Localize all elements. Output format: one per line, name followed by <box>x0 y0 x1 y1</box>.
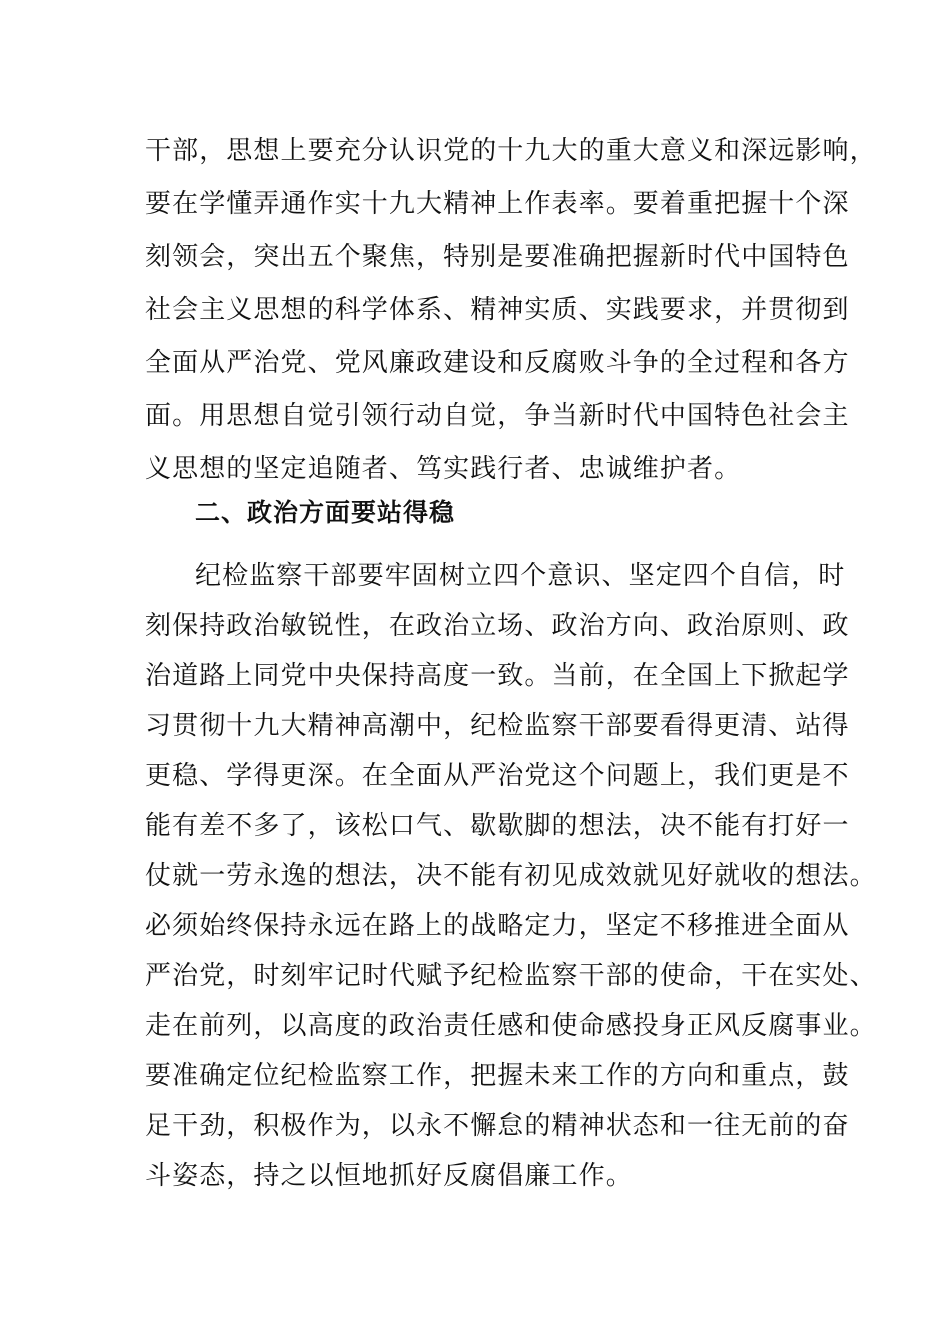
paragraph-line: 严治党，时刻牢记时代赋予纪检监察干部的使命，干在实处、 <box>145 961 877 991</box>
paragraph-line: 纪检监察干部要牢固树立四个意识、坚定四个自信，时 <box>195 561 846 591</box>
paragraph-line: 习贯彻十九大精神高潮中，纪检监察干部要看得更清、站得 <box>145 711 850 741</box>
paragraph-line: 刻保持政治敏锐性，在政治立场、政治方向、政治原则、政 <box>145 611 850 641</box>
paragraph-line: 社会主义思想的科学体系、精神实质、实践要求，并贯彻到 <box>145 295 850 325</box>
paragraph-line: 义思想的坚定追随者、笃实践行者、忠诚维护者。 <box>145 454 742 484</box>
paragraph-line: 斗姿态，持之以恒地抓好反腐倡廉工作。 <box>145 1161 633 1191</box>
paragraph-line: 要准确定位纪检监察工作，把握未来工作的方向和重点，鼓 <box>145 1061 850 1091</box>
paragraph-line: 干部，思想上要充分认识党的十九大的重大意义和深远影响， <box>145 136 877 166</box>
paragraph-line: 能有差不多了，该松口气、歇歇脚的想法，决不能有打好一 <box>145 811 850 841</box>
paragraph-line: 走在前列，以高度的政治责任感和使命感投身正风反腐事业。 <box>145 1011 877 1041</box>
paragraph-line: 刻领会，突出五个聚焦，特别是要准确把握新时代中国特色 <box>145 242 850 272</box>
section-heading: 二、政治方面要站得稳 <box>195 498 456 527</box>
paragraph-line: 要在学懂弄通作实十九大精神上作表率。要着重把握十个深 <box>145 189 850 219</box>
paragraph-line: 必须始终保持永远在路上的战略定力，坚定不移推进全面从 <box>145 911 850 941</box>
paragraph-line: 足干劲，积极作为，以永不懈怠的精神状态和一往无前的奋 <box>145 1111 850 1141</box>
paragraph-line: 面。用思想自觉引领行动自觉，争当新时代中国特色社会主 <box>145 401 850 431</box>
paragraph-line: 治道路上同党中央保持高度一致。当前，在全国上下掀起学 <box>145 661 850 691</box>
paragraph-line: 更稳、学得更深。在全面从严治党这个问题上，我们更是不 <box>145 761 850 791</box>
paragraph-line: 仗就一劳永逸的想法，决不能有初见成效就见好就收的想法。 <box>145 861 877 891</box>
paragraph-line: 全面从严治党、党风廉政建设和反腐败斗争的全过程和各方 <box>145 348 850 378</box>
